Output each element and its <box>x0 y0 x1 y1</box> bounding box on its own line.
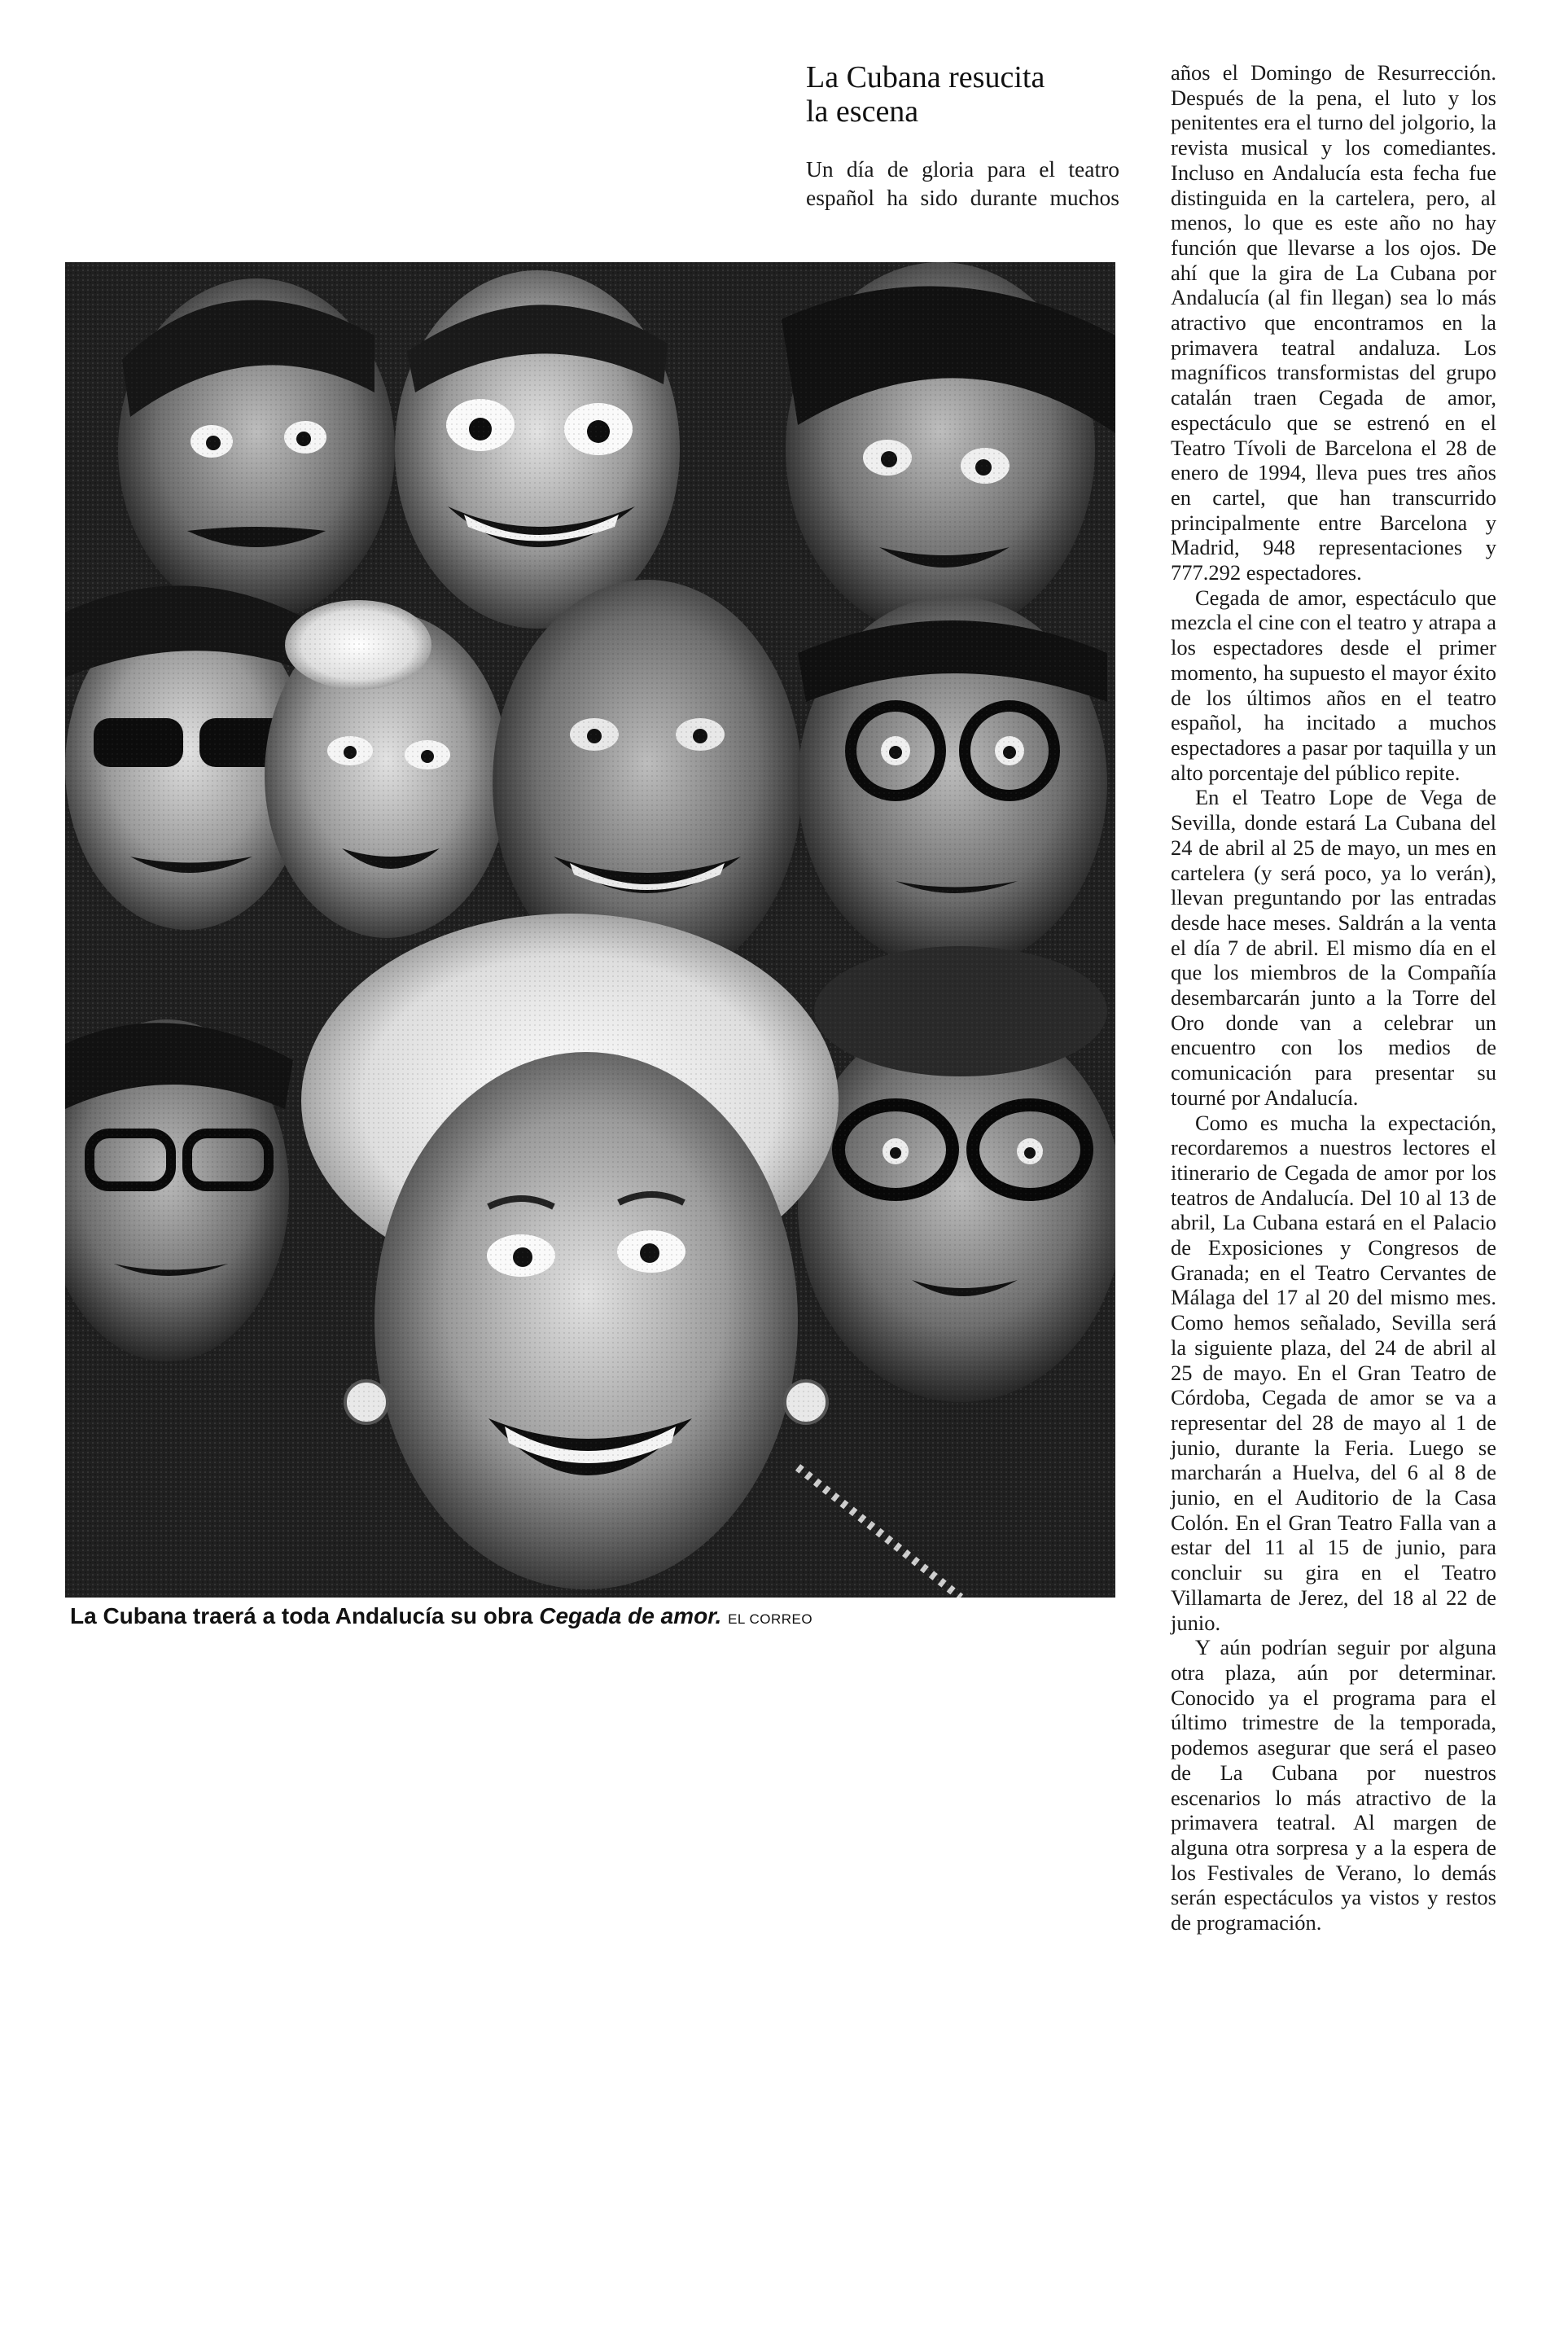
caption-title: Cegada de amor. <box>539 1603 722 1628</box>
photo-credit: EL CORREO <box>728 1611 813 1627</box>
photo-caption <box>70 1602 1112 1633</box>
cast-photo <box>65 262 1115 1598</box>
headline: La Cubana resucita la escena <box>806 60 1045 129</box>
article-paragraph: En el Teatro Lope de Vega de Sevilla, donde estará La Cubana del 24 de abril al 25 de mayo, un mes en cartelera (y será poco, ya lo verán), llevan preguntando por las entradas desde hace meses. Saldrán a la venta el día 7 de abril. El mismo día en el que los miembros de la Compañía desembarcarán junto a la Torre del Oro donde van a celebrar un encuentro con los medios de comunicación para presentar su tourné por Andalucía. <box>1171 785 1496 1110</box>
article-paragraph: Cegada de amor, espectáculo que mezcla el cine con el teatro y atrapa a los espectadores desde el primer momento, ha supuesto el mayor éxito de los últimos años en el teatro español, ha incitado a muchos espectadores a pasar por taquilla y un alto porcentaje del público repite. <box>1171 585 1496 785</box>
article-paragraph: años el Domingo de Resurrección. Después de la pena, el luto y los penitentes era el turno del jolgorio, la revista musical y los comediantes. Incluso en Andalucía esta fecha fue distinguida en la cartelera, pero, al menos, lo que es este año no hay función que llevarse a los ojos. De ahí que la gira de La Cubana por Andalucía (al fin llegan) sea lo más atractivo que encontramos en la primavera teatral andaluza. Los magníficos transformistas del grupo catalán traen Cegada de amor, espectáculo que se estrenó en el Teatro Tívoli de Barcelona el 28 de enero de 1994, lleva pues tres años en cartel, que han transcurrido principalmente entre Barcelona y Madrid, 948 representaciones y 777.292 espectadores. <box>1171 60 1496 585</box>
cast-photo-image <box>65 262 1115 1598</box>
article-paragraph: Y aún podrían seguir por alguna otra plaza, aún por determinar. Conocido ya el programa para el último trimestre de la temporada, podemos asegurar que será el paseo de La Cubana por nuestros escenarios lo más atractivo de la primavera teatral. Al margen de alguna otra sorpresa y a la espera de los Festivales de Verano, lo demás serán espectáculos ya vistos y restos de programación. <box>1171 1635 1496 1935</box>
lead-paragraph: Un día de gloria para el teatro español ha sido durante muchos <box>806 156 1119 210</box>
caption-label: La Cubana traerá a toda Andalucía su obra <box>70 1603 540 1628</box>
article-paragraph: Como es mucha la expectación, recordaremos a nuestros lectores el itinerario de Cegada de amor por los teatros de Andalucía. Del 10 al 13 de abril, La Cubana estará en el Palacio de Exposiciones y Congresos de Granada; en el Teatro Cervantes de Málaga del 17 al 20 del mismo mes. Como hemos señalado, Sevilla será la siguiente plaza, del 24 de abril al 25 de mayo. En el Gran Teatro de Córdoba, Cegada de amor se va a representar del 28 de mayo al 1 de junio, durante la Feria. Luego se marcharán a Huelva, del 6 al 8 de junio, en el Auditorio de la Casa Colón. En el Gran Teatro Falla van a estar del 11 al 15 de junio, para concluir su gira en el Teatro Villamarta de Jerez, del 18 al 22 de junio. <box>1171 1110 1496 1635</box>
article-body <box>1171 60 1496 1935</box>
